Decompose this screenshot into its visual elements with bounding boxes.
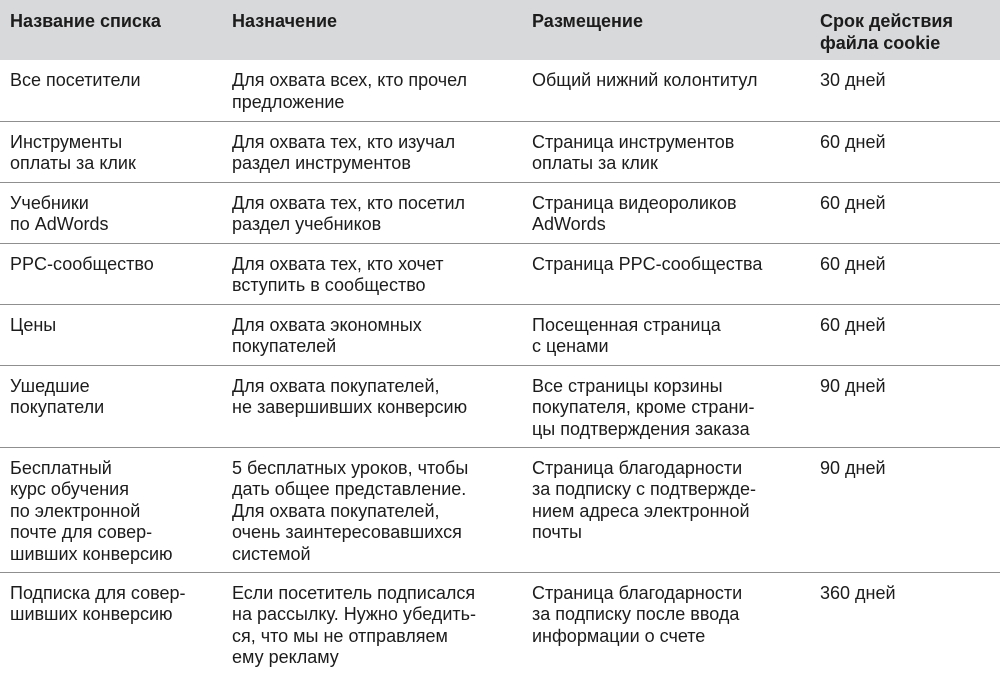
cell-placement: Все страницы корзины покупателя, кроме страни- цы подтверждения заказа [532,375,755,439]
table-header [0,0,1000,60]
cell-purpose: Для охвата тех, кто изучал раздел инструментов [232,131,456,173]
cell-cookie-duration: 30 дней [820,70,886,90]
cell-placement: Общий нижний колонтитул [532,70,758,90]
table-row [0,572,1000,672]
cell-list-name: Ушедшие покупатели [10,375,105,417]
cell-list-name: Цены [10,314,57,335]
cell-purpose: Для охвата экономных покупателей [232,314,422,356]
table-row [0,243,1000,304]
cell-purpose: 5 бесплатных уроков, чтобы дать общее представление. Для охвата покупателей, очень заинтересовавшихся системой [232,457,469,564]
cell-cookie-duration: 360 дней [820,582,896,603]
cell-purpose: Для охвата тех, кто хочет вступить в сообщество [232,253,444,295]
header-placement: Размещение [532,11,643,31]
table-row [0,365,1000,447]
cell-purpose: Для охвата покупателей, не завершивших конверсию [232,375,468,417]
cell-placement: Страница PPC-сообщества [532,253,763,274]
table-row [0,182,1000,243]
cell-list-name: Все посетители [10,70,141,90]
header-purpose: Назначение [232,11,338,31]
cell-cookie-duration: 60 дней [820,192,886,213]
cell-placement: Страница видеороликов AdWords [532,192,737,234]
cell-list-name: Бесплатный курс обучения по электронной почте для совер- шивших конверсию [10,457,173,564]
cell-purpose: Для охвата всех, кто прочел предложение [232,70,468,112]
cell-cookie-duration: 60 дней [820,253,886,274]
table-row [0,447,1000,572]
cell-list-name: Инструменты оплаты за клик [10,131,136,173]
header-list-name: Название списка [10,11,161,31]
cell-placement: Страница благодарности за подписку с подтвержде- нием адреса электронной почты [532,457,757,542]
cell-cookie-duration: 60 дней [820,314,886,335]
cell-list-name: Учебники по AdWords [10,192,109,234]
table-row [0,60,1000,121]
cell-list-name: PPC-сообщество [10,253,154,274]
cell-list-name: Подписка для совер- шивших конверсию [10,582,186,624]
cell-purpose: Для охвата тех, кто посетил раздел учебников [232,192,466,234]
table-body [0,60,1000,672]
header-cookie-duration: Срок действия файла cookie [820,11,953,53]
header-row [0,0,1000,60]
table-row [0,304,1000,365]
cell-cookie-duration: 60 дней [820,131,886,152]
cell-cookie-duration: 90 дней [820,375,886,396]
cell-purpose: Если посетитель подписался на рассылку. Нужно убедить- ся, что мы не отправляем ему рекламу [232,582,476,667]
table-row [0,121,1000,182]
cell-placement: Посещенная страница с ценами [532,314,721,356]
cell-placement: Страница инструментов оплаты за клик [532,131,735,173]
cell-cookie-duration: 90 дней [820,457,886,478]
cell-placement: Страница благодарности за подписку после ввода информации о счете [532,582,743,646]
